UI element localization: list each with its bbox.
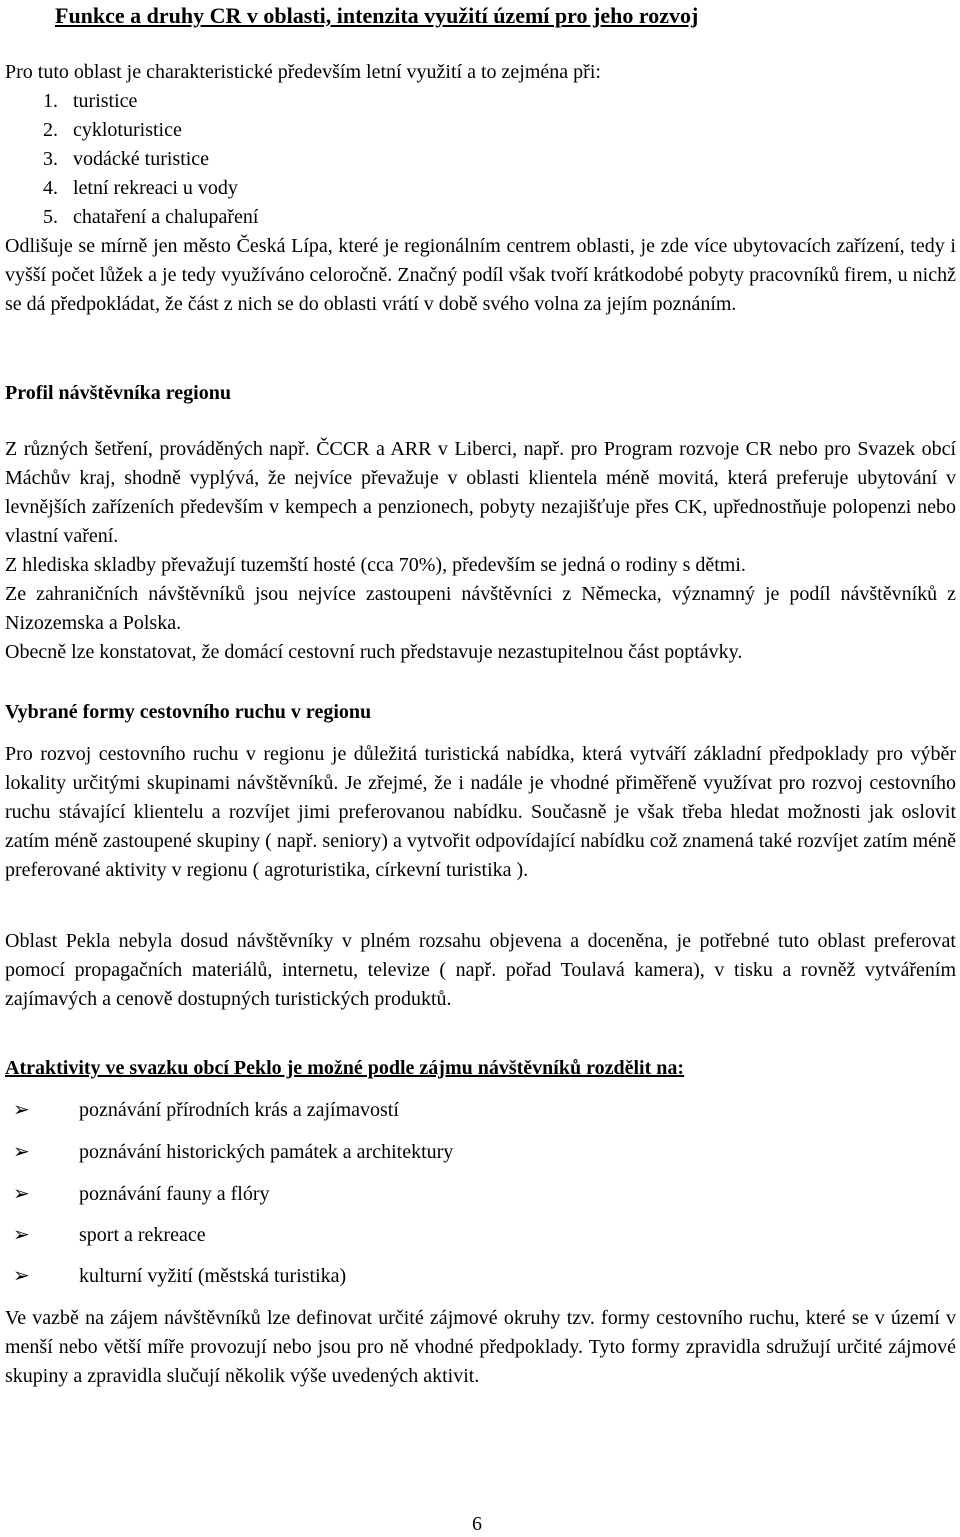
paragraph: Oblast Pekla nebyla dosud návštěvníky v plném rozsahu objevena a doceněna, je potřebné tuto oblast preferovat pomocí propagačních materiálů, internetu, televize ( např. pořad Toulavá kamera), v tisku a rovněž vytvářením zajímavých a cenově dostupných turistických produktů. [5,930,956,1010]
bullet-item [5,1096,399,1125]
list-text: vodácké turistice [73,148,210,170]
bullet-text: poznávání fauny a flóry [79,1183,270,1205]
bullet-item [5,1262,346,1291]
list-number: 3. [43,148,58,170]
intro-text: Pro tuto oblast je charakteristické především letní využití a to zejména při: [5,61,601,83]
paragraph: Odlišuje se mírně jen město Česká Lípa, které je regionálním centrem oblasti, je zde více ubytovacích zařízení, tedy i vyšší počet lůžek a je tedy využíváno celoročně. Značný podíl však tvoří krátkodobé pobyty pracovníků firem, u nichž se dá předpokládat, že část z nich se do oblasti vrátí v době svého volna za jejím poznáním. [5,235,956,315]
arrow-bullet-icon: ➢ [13,1265,30,1287]
bullet-text: poznávání přírodních krás a zajímavostí [79,1099,399,1121]
section-heading-attractions: Atraktivity ve svazku obcí Peklo je možné podle zájmu návštěvníků rozdělit na: [5,1057,685,1079]
arrow-bullet-icon: ➢ [13,1099,30,1121]
list-item [43,145,209,174]
list-text: cykloturistice [73,119,182,141]
bullet-text: poznávání historických památek a architektury [79,1141,454,1163]
arrow-bullet-icon: ➢ [13,1183,30,1205]
paragraph: Ve vazbě na zájem návštěvníků lze definovat určité zájmové okruhy tzv. formy cestovního ruchu, které se v území v menší nebo větší míře provozují nebo jsou pro ně vhodné předpoklady. Tyto formy zpravidla sdružují určité zájmové skupiny a zpravidla slučují několik výše uvedených aktivit. [5,1307,956,1387]
list-number: 2. [43,119,58,141]
bullet-item [5,1138,453,1167]
paragraph: Ze zahraničních návštěvníků jsou nejvíce zastoupeni návštěvníci z Německa, významný je podíl návštěvníků z Nizozemska a Polska. [5,583,956,634]
bullet-text: sport a rekreace [79,1224,206,1246]
list-text: chataření a chalupaření [73,206,259,228]
section-heading-profile: Profil návštěvníka regionu [5,382,231,404]
list-item [43,87,137,116]
list-text: turistice [73,90,138,112]
arrow-bullet-icon: ➢ [13,1224,30,1246]
page-title: Funkce a druhy CR v oblasti, intenzita využití území pro jeho rozvoj [55,3,699,28]
list-item [43,203,258,232]
paragraph: Obecně lze konstatovat, že domácí cestovní ruch představuje nezastupitelnou část poptávky. [5,641,743,663]
list-number: 4. [43,177,58,199]
list-text: letní rekreaci u vody [73,177,238,199]
bullet-item [5,1221,206,1250]
paragraph: Pro rozvoj cestovního ruchu v regionu je důležitá turistická nabídka, která vytváří základní předpoklady pro výběr lokality určitými skupinami návštěvníků. Je zřejmé, že i nadále je vhodné přiměřeně využívat pro rozvoj cestovního ruchu stávající klientelu a rozvíjet jimi preferovanou nabídku. Současně je však třeba hledat možnosti jak oslovit zatím méně zastoupené skupiny ( např. seniory) a vytvořit odpovídající nabídku což znamená také rozvíjet zatím méně preferované aktivity v regionu ( agroturistika, církevní turistika ). [5,743,956,881]
list-item [43,116,182,145]
list-item [43,174,238,203]
arrow-bullet-icon: ➢ [13,1141,30,1163]
section-heading-forms: Vybrané formy cestovního ruchu v regionu [5,701,372,723]
list-number: 1. [43,90,58,112]
paragraph: Z různých šetření, prováděných např. ČCCR a ARR v Liberci, např. pro Program rozvoje CR nebo pro Svazek obcí Máchův kraj, shodně vyplývá, že nejvíce převažuje v oblasti klientela méně movitá, která preferuje ubytování v levnějších zařízeních především v kempech a penzionech, pobyty nezajišťuje přes CK, upřednostňuje polopenzi nebo vlastní vaření. [5,438,956,547]
bullet-text: kulturní vyžití (městská turistika) [79,1265,347,1287]
paragraph: Z hlediska skladby převažují tuzemští hosté (cca 70%), především se jedná o rodiny s dětmi. [5,554,746,576]
list-number: 5. [43,206,58,228]
page-number: 6 [472,1513,482,1535]
bullet-item [5,1180,269,1209]
